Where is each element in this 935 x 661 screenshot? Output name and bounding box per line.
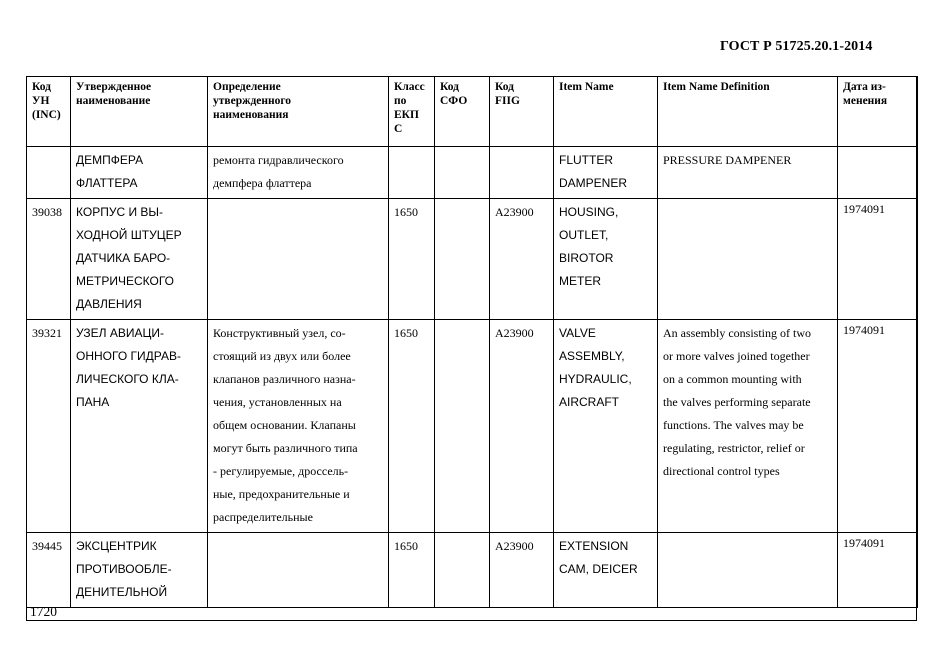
cell-item-definition: [658, 320, 838, 533]
col-header-item-definition: Item Name Definition: [658, 77, 838, 147]
cell-item-definition-line: An assembly consisting of two: [663, 326, 811, 340]
standard-designation: ГОСТ Р 51725.20.1-2014: [720, 39, 873, 54]
cell-item-name-line: METER: [559, 274, 601, 288]
cell-sfo: [435, 533, 490, 608]
cell-definition-ru: [208, 199, 389, 320]
cell-name-ru: [71, 147, 208, 199]
table-row: [27, 199, 918, 320]
cell-item-name-line: HYDRAULIC,: [559, 372, 632, 386]
col-header-change-date: Дата из- менения: [838, 77, 918, 147]
cell-item-name-line: DAMPENER: [559, 176, 628, 190]
col-header-class: Класс по ЕКП С: [389, 77, 435, 147]
cell-fiig: A23900: [490, 320, 554, 533]
cell-item-definition: [658, 533, 838, 608]
cell-name-ru-line: ОННОГО ГИДРАВ-: [76, 349, 181, 363]
cell-definition-ru-line: клапанов различного назна-: [213, 372, 356, 386]
cell-item-definition-line: or more valves joined together: [663, 349, 810, 363]
cell-name-ru-line: ДЕМПФЕРА: [76, 153, 144, 167]
cell-name-ru-line: ДАВЛЕНИЯ: [76, 297, 142, 311]
cell-name-ru-line: ПРОТИВООБЛЕ-: [76, 562, 172, 576]
cell-item-name-line: EXTENSION: [559, 539, 629, 553]
cell-item-name-line: BIROTOR: [559, 251, 614, 265]
cell-definition-ru-line: общем основании. Клапаны: [213, 418, 356, 432]
cell-name-ru-line: УЗЕЛ АВИАЦИ-: [76, 326, 164, 340]
cell-code: [27, 147, 71, 199]
cell-name-ru-line: МЕТРИЧЕСКОГО: [76, 274, 174, 288]
cell-definition-ru-line: могут быть различного типа: [213, 441, 358, 455]
cell-item-name-line: HOUSING,: [559, 205, 619, 219]
col-header-name-ru: Утвержденное наименование: [71, 77, 208, 147]
cell-fiig: A23900: [490, 533, 554, 608]
cell-class: 1650: [389, 533, 435, 608]
cell-item-name: [554, 320, 658, 533]
cell-definition-ru-line: ные, предохранительные и: [213, 487, 350, 501]
cell-name-ru-line: ПАНА: [76, 395, 110, 409]
cell-item-definition-line: on a common mounting with: [663, 372, 802, 386]
cell-name-ru-line: ЛИЧЕСКОГО КЛА-: [76, 372, 179, 386]
cell-item-name-line: VALVE: [559, 326, 596, 340]
cell-definition-ru-line: - регулируемые, дроссель-: [213, 464, 349, 478]
cell-code: 39445: [27, 533, 71, 608]
page-number: 1720: [30, 604, 57, 619]
cell-definition-ru-line: распределительные: [213, 510, 313, 524]
cell-code: 39321: [27, 320, 71, 533]
table-header-row: [27, 77, 918, 147]
cell-name-ru: [71, 320, 208, 533]
item-name-table: [26, 76, 918, 608]
cell-name-ru-line: ЭКСЦЕНТРИК: [76, 539, 157, 553]
cell-item-name-line: FLUTTER: [559, 153, 613, 167]
cell-change-date: [838, 147, 918, 199]
cell-name-ru-line: ДЕНИТЕЛЬНОЙ: [76, 585, 168, 599]
cell-item-name: [554, 199, 658, 320]
cell-definition-ru-line: ремонта гидравлического: [213, 153, 344, 167]
cell-name-ru: [71, 199, 208, 320]
cell-item-name-line: OUTLET,: [559, 228, 609, 242]
cell-class: [389, 147, 435, 199]
cell-name-ru-line: ФЛАТТЕРА: [76, 176, 138, 190]
cell-definition-ru: [208, 533, 389, 608]
col-header-definition-ru: Определение утвержденного наименования: [208, 77, 389, 147]
cell-item-name: [554, 147, 658, 199]
cell-item-definition: [658, 199, 838, 320]
cell-fiig: A23900: [490, 199, 554, 320]
cell-name-ru-line: КОРПУС И ВЫ-: [76, 205, 164, 219]
cell-item-definition-line: directional control types: [663, 464, 780, 478]
cell-item-definition-line: regulating, restrictor, relief or: [663, 441, 805, 455]
cell-sfo: [435, 320, 490, 533]
cell-item-definition-line: PRESSURE DAMPENER: [663, 153, 792, 167]
cell-class: 1650: [389, 320, 435, 533]
cell-definition-ru: [208, 320, 389, 533]
cell-item-definition: [658, 147, 838, 199]
cell-item-name-line: CAM, DEICER: [559, 562, 638, 576]
cell-class: 1650: [389, 199, 435, 320]
col-header-sfo: Код СФО: [435, 77, 490, 147]
cell-definition-ru-line: демпфера флаттера: [213, 176, 312, 190]
cell-sfo: [435, 199, 490, 320]
cell-fiig: [490, 147, 554, 199]
cell-definition-ru-line: стоящий из двух или более: [213, 349, 351, 363]
col-header-code: Код УН (INC): [27, 77, 71, 147]
cell-sfo: [435, 147, 490, 199]
cell-item-name-line: ASSEMBLY,: [559, 349, 625, 363]
table-row: [27, 533, 918, 608]
cell-item-name-line: AIRCRAFT: [559, 395, 619, 409]
cell-definition-ru-line: Конструктивный узел, со-: [213, 326, 346, 340]
cell-change-date: 1974091: [838, 320, 918, 533]
cell-name-ru-line: ДАТЧИКА БАРО-: [76, 251, 171, 265]
table-row: [27, 147, 918, 199]
cell-change-date: 1974091: [838, 533, 918, 608]
cell-item-definition-line: functions. The valves may be: [663, 418, 804, 432]
col-header-fiig: Код FIIG: [490, 77, 554, 147]
cell-name-ru-line: ХОДНОЙ ШТУЦЕР: [76, 228, 182, 242]
cell-item-name: [554, 533, 658, 608]
cell-code: 39038: [27, 199, 71, 320]
cell-change-date: 1974091: [838, 199, 918, 320]
col-header-item-name: Item Name: [554, 77, 658, 147]
table-row: [27, 320, 918, 533]
cell-item-definition-line: the valves performing separate: [663, 395, 811, 409]
cell-definition-ru: [208, 147, 389, 199]
cell-definition-ru-line: чения, установленных на: [213, 395, 342, 409]
cell-name-ru: [71, 533, 208, 608]
